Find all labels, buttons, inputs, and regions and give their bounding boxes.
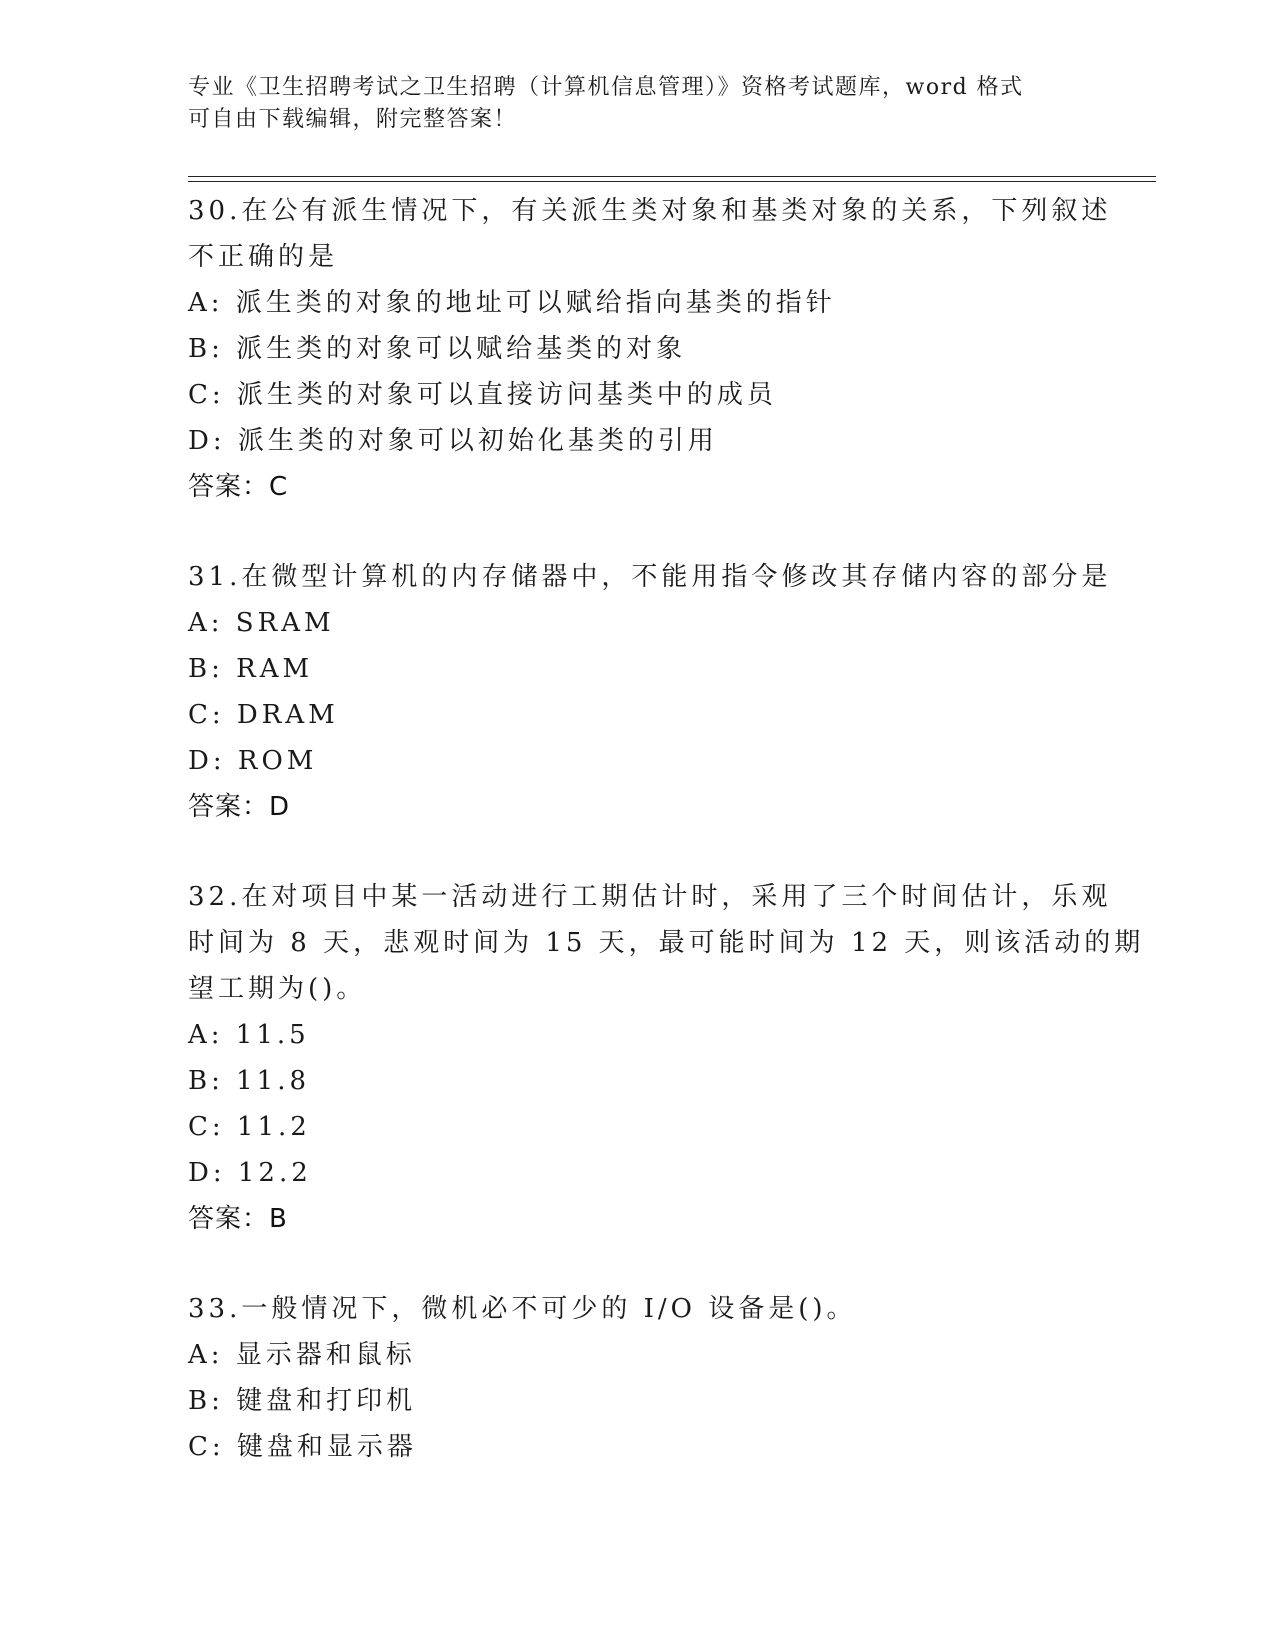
option-c: C: DRAM xyxy=(188,700,339,730)
question-stem-line: 30.在公有派生情况下，有关派生类对象和基类对象的关系，下列叙述 xyxy=(188,196,1112,226)
option-b: B: 派生类的对象可以赋给基类的对象 xyxy=(188,334,687,364)
header-line-2: 可自由下载编辑，附完整答案！ xyxy=(188,107,518,132)
question-30 xyxy=(188,188,1112,510)
question-stem-line: 望工期为()。 xyxy=(188,974,367,1004)
option-a: A: 11.5 xyxy=(188,1020,310,1050)
option-d: D: 派生类的对象可以初始化基类的引用 xyxy=(188,426,718,456)
answer-label: 答案：C xyxy=(188,472,289,502)
option-c: C: 键盘和显示器 xyxy=(188,1432,417,1462)
answer-label: 答案：B xyxy=(188,1204,288,1234)
option-a: A: 显示器和鼠标 xyxy=(188,1340,416,1370)
header-divider-bottom xyxy=(188,181,1156,182)
option-b: B: 键盘和打印机 xyxy=(188,1386,417,1416)
option-c: C: 11.2 xyxy=(188,1112,311,1142)
option-b: B: 11.8 xyxy=(188,1066,311,1096)
question-stem-line: 不正确的是 xyxy=(188,242,339,272)
question-stem-line: 32.在对项目中某一活动进行工期估计时，采用了三个时间估计，乐观 xyxy=(188,882,1112,912)
option-c: C: 派生类的对象可以直接访问基类中的成员 xyxy=(188,380,777,410)
option-d: D: 12.2 xyxy=(188,1158,312,1188)
option-a: A: 派生类的对象的地址可以赋给指向基类的指针 xyxy=(188,288,836,318)
question-33 xyxy=(188,1286,1088,1470)
document-header xyxy=(188,72,1068,136)
header-line-1: 专业《卫生招聘考试之卫生招聘（计算机信息管理）》资格考试题库，word 格式 xyxy=(188,75,1024,100)
question-list xyxy=(188,188,1145,1514)
header-divider-top xyxy=(188,176,1156,177)
question-32 xyxy=(188,874,1145,1242)
question-stem-line: 31.在微型计算机的内存储器中，不能用指令修改其存储内容的部分是 xyxy=(188,562,1112,592)
question-stem-line: 33.一般情况下，微机必不可少的 I/O 设备是()。 xyxy=(188,1294,857,1324)
answer-label: 答案：D xyxy=(188,792,291,822)
question-31 xyxy=(188,554,1112,830)
option-d: D: ROM xyxy=(188,746,318,776)
question-stem-line: 时间为 8 天，悲观时间为 15 天，最可能时间为 12 天，则该活动的期 xyxy=(188,928,1145,958)
option-b: B: RAM xyxy=(188,654,314,684)
option-a: A: SRAM xyxy=(188,608,335,638)
